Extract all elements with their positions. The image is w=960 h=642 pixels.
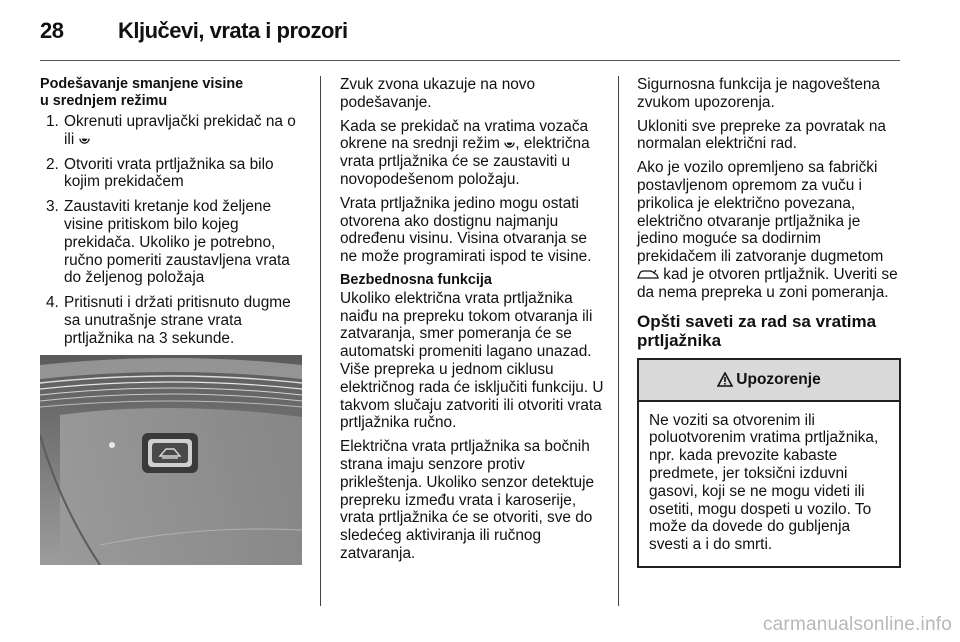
paragraph-text: Kada se prekidač na vratima vozača okrene na srednji režim	[340, 117, 589, 153]
step-number: 2.	[46, 155, 59, 173]
tailgate-interior-image	[40, 355, 302, 565]
paragraph	[340, 118, 606, 189]
warning-text: Ne voziti sa otvorenim ili poluotvorenim vratima prtljažnika, npr. kada prevozite kabaste predmete, jer toksični izduvni gasovi, koji se ne mogu videti ili osetiti, mogu dospeti u vozilo. To može da dovede do gubljenja svesti a i do smrti.	[649, 411, 879, 554]
column-2	[340, 76, 606, 569]
subheading-line-2: u srednjem režimu	[40, 92, 168, 109]
list-item	[40, 156, 308, 192]
list-item	[40, 198, 308, 287]
half-circle-icon	[79, 134, 90, 145]
subheading-line-1: Podešavanje smanjene visine	[40, 76, 244, 92]
step-number: 3.	[46, 198, 59, 216]
safety-function-heading: Bezbednosna funkcija	[340, 271, 492, 288]
list-item	[40, 113, 308, 149]
header-rule	[40, 60, 900, 61]
paragraph: Ukoliko električna vrata prtljažnika naiđu na prepreku tokom otvaranja ili zatvaranja, smer pomeranja će se automatski promeniti lagano unazad. Više prepreka u jednom ciklusu električnog rada će isključiti funkciju. U takvom slučaju zatvoriti ili otvoriti vrata prtljažnika ručno.	[340, 289, 604, 432]
step-text: Otvoriti vrata prtljažnika sa bilo kojim prekidačem	[64, 155, 274, 191]
paragraph: Vrata prtljažnika jedino mogu ostati otvorena ako dostignu najmanju određenu visinu. Visina otvaranja se ne može programirati ispod te visine.	[340, 194, 592, 266]
subheading	[40, 76, 308, 109]
paragraph	[637, 159, 901, 301]
warning-triangle-icon	[717, 372, 733, 388]
tailgate-button-illustration	[40, 355, 302, 565]
column-divider-2	[618, 76, 619, 606]
warning-box	[637, 358, 901, 568]
column-1	[40, 76, 308, 355]
step-text: Pritisnuti i držati pritisnuto dugme sa unutrašnje strane vrata prtljažnika na 3 sekunde.	[64, 294, 291, 347]
page-title: Ključevi, vrata i prozori	[118, 18, 348, 43]
step-number: 1.	[46, 113, 59, 130]
warning-header	[639, 360, 899, 402]
half-circle-icon	[504, 138, 515, 149]
column-divider-1	[320, 76, 321, 606]
paragraph: Zvuk zvona ukazuje na novo podešavanje.	[340, 76, 536, 111]
paragraph-text: Ako je vozilo opremljeno sa fabrički postavljenom opremom za vuču i prikolica je električno povezana, električno otvaranje prtljažnika je jedino moguće sa dodirnim prekidačem ili zatvoranje dugmetom	[637, 159, 884, 266]
list-item	[40, 294, 308, 347]
step-text: Zaustaviti kretanje kod željene visine pritiskom bilo kojeg prekidača. Ukoliko je potrebno, ručno pomeriti zaustavljena vrata do željenog položaja	[64, 198, 290, 287]
paragraph: Sigurnosna funkcija je nagoveštena zvukom upozorenja.	[637, 76, 880, 111]
paragraph-text: kad je otvoren prtljažnik. Uveriti se da nema prepreka u zoni pomeranja.	[637, 265, 898, 301]
step-text: Okrenuti upravljački prekidač na o ili	[64, 113, 296, 148]
tailgate-car-icon	[637, 269, 659, 280]
step-number: 4.	[46, 294, 59, 312]
watermark: carmanualsonline.info	[762, 614, 952, 635]
steps-list	[40, 113, 308, 348]
paragraph-text: , električna vrata prtljažnika će se zaustaviti u novopodešenom položaju.	[340, 135, 590, 188]
section-title: Opšti saveti za rad sa vratima prtljažnika	[637, 311, 877, 350]
column-3	[637, 76, 901, 568]
paragraph: Ukloniti sve prepreke za povratak na normalan električni rad.	[637, 117, 886, 153]
warning-title: Upozorenje	[736, 370, 821, 388]
page-number: 28	[40, 18, 64, 43]
paragraph: Električna vrata prtljažnika sa bočnih strana imaju senzore protiv prikleštenja. Ukoliko senzor detektuje prepreku između vrata i karoserije, vrata prtljažnika će se otvoriti, sve do sledećeg aktiviranja ili ručnog zatvaranja.	[340, 438, 595, 562]
